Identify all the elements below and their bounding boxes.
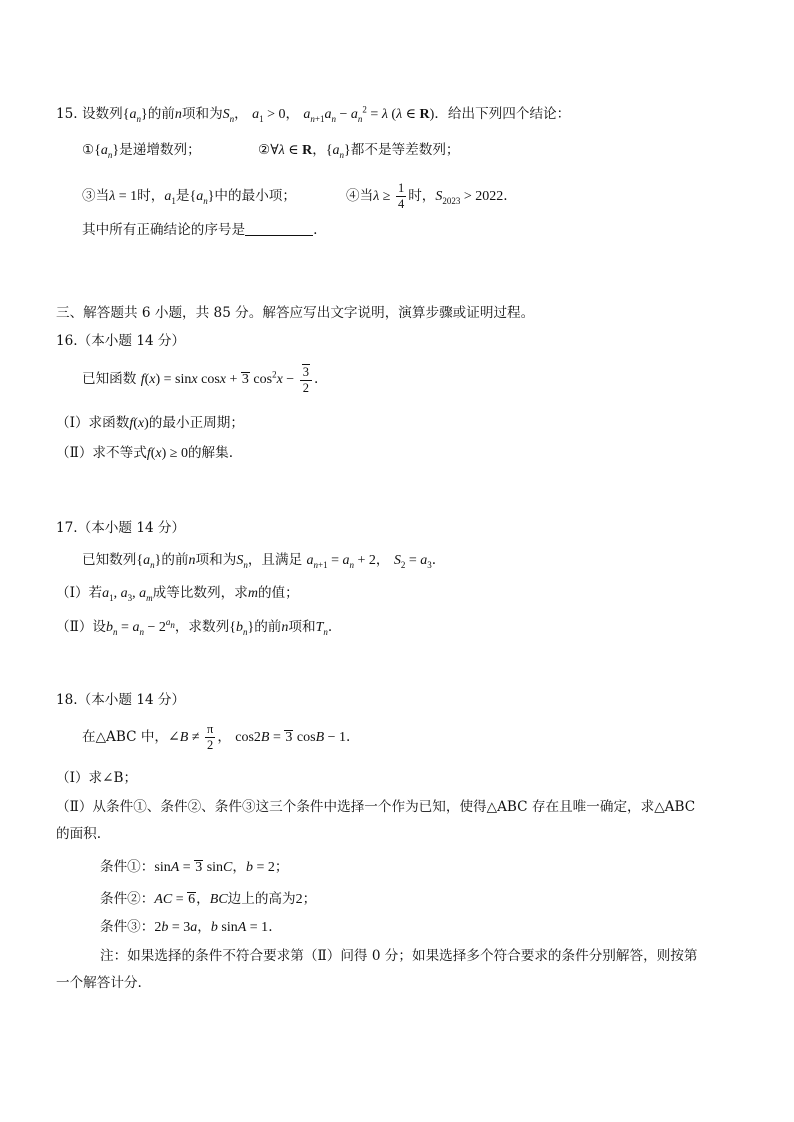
q15-line1: 15. 设数列$\{a_n\}$的前n项和为$S_n$， $a_1 > 0$， $a_{n+1}a_n - a_n^2 = \lambda$ (λ ∈ R)．给出下列四个结论： bbox=[56, 104, 571, 124]
q16-known: 已知函数 bbox=[82, 371, 137, 387]
q15-c3-text-a: 时， bbox=[137, 188, 165, 204]
q17-p1-text-b: 的值； bbox=[257, 585, 299, 601]
q17-p2-label: （Ⅱ）设 bbox=[56, 619, 107, 635]
q18-cond2-label: 条件②： bbox=[100, 891, 155, 907]
q18-condition-2: 条件②：AC = 6，BC边上的高为2； bbox=[100, 891, 317, 907]
q15-number: 15. bbox=[56, 106, 78, 122]
q16-p1-text: 的最小正周期； bbox=[148, 415, 244, 431]
q15-c2-label: ② bbox=[258, 142, 271, 158]
q15-c1-label: ① bbox=[82, 142, 95, 158]
q15-c1-text: 是递增数列； bbox=[119, 142, 201, 158]
q17-part1: （Ⅰ）若$a_1$, $a_3$, $a_m$成等比数列，求m的值； bbox=[56, 585, 299, 603]
q18-cond1-label: 条件①： bbox=[100, 859, 155, 875]
q16-p2-label: （Ⅱ）求不等式 bbox=[56, 445, 147, 461]
q15-answer-blank[interactable] bbox=[245, 221, 313, 236]
q15-c3-label: ③当 bbox=[82, 188, 110, 204]
q18-cond3-label: 条件③： bbox=[100, 919, 155, 935]
q17-header: 17.（本小题 14 分） bbox=[56, 520, 186, 536]
q18-condition-1: 条件①：sinA = 3 sinC，b = 2； bbox=[100, 859, 289, 875]
q15-intro-b: 的前 bbox=[147, 106, 175, 122]
q17-known-b: 的前 bbox=[161, 552, 189, 568]
q18-header: 18.（本小题 14 分） bbox=[56, 692, 186, 708]
q15-conclusion-3: ③当λ = 1时，$a_1$是$\{a_n\}$中的最小项； bbox=[82, 188, 296, 206]
q18-known: 在△ABC 中，∠B ≠ $\frac{\pi}{2}$ ， cos2B = 3 cosB − 1. bbox=[82, 722, 351, 752]
q17-p1-text-a: 成等比数列，求 bbox=[152, 585, 248, 601]
q15-c4-label: ④当 bbox=[346, 188, 374, 204]
q18-known-text: 在△ABC 中， bbox=[82, 729, 169, 745]
q15-prompt: 其中所有正确结论的序号是 . bbox=[82, 222, 318, 238]
q16-p1-label: （Ⅰ）求函数 bbox=[56, 415, 130, 431]
q15-c3-text-b: 是 bbox=[175, 188, 190, 204]
q17-p2-text-b: 的前 bbox=[254, 619, 282, 635]
q18-part2-line2: 的面积. bbox=[56, 826, 102, 842]
q15-prompt-text: 其中所有正确结论的序号是 bbox=[82, 222, 246, 238]
q18-part1: （Ⅰ）求∠B； bbox=[56, 770, 138, 786]
q18-note-line1: 注：如果选择的条件不符合要求第（Ⅱ）问得 0 分；如果选择多个符合要求的条件分别解答，则按第 bbox=[100, 948, 698, 964]
q17-p2-text-a: ，求数列 bbox=[174, 619, 230, 635]
q17-known-d: ，且满足 bbox=[247, 552, 303, 568]
q15-intro-a: 设数列 bbox=[81, 106, 123, 122]
q15-c3-text-c: 中的最小项； bbox=[214, 188, 296, 204]
q15-c4-text: 时， bbox=[408, 188, 436, 204]
q17-p2-text-c: 项和 bbox=[288, 619, 316, 635]
q17-part2: （Ⅱ）设$b_n = a_n - 2^{a_n}$，求数列$\{b_n\}$的前n项和$T_n$. bbox=[56, 617, 333, 637]
section3-heading: 三、解答题共 6 小题，共 85 分。解答应写出文字说明，演算步骤或证明过程。 bbox=[56, 305, 535, 321]
q17-known-a: 已知数列 bbox=[82, 552, 137, 568]
q15-intro-d: ．给出下列四个结论： bbox=[434, 106, 571, 122]
q17-known: 已知数列$\{a_n\}$的前n项和为$S_n$，且满足 $a_{n+1} = a_n + 2$， $S_2 = a_3$. bbox=[82, 552, 437, 570]
q16-header: 16.（本小题 14 分） bbox=[56, 333, 186, 349]
q18-part2-line1: （Ⅱ）从条件①、条件②、条件③这三个条件中选择一个作为已知，使得△ABC 存在且唯一确定，求△ABC bbox=[56, 799, 696, 815]
q18-note-line2: 一个解答计分. bbox=[56, 975, 142, 991]
q15-conclusion-1: $①\{a_n\}$是递增数列； bbox=[82, 142, 201, 160]
q16-function: 已知函数 f(x) = sinx cosx + 3 $\cos^2x$ − $\frac{3}{2}$ . bbox=[82, 364, 319, 395]
q18-cond2-text: 边上的高为 bbox=[227, 891, 296, 907]
q15-intro-c: 项和为 bbox=[181, 106, 223, 122]
q17-p1-label: （Ⅰ）若 bbox=[56, 585, 103, 601]
q16-part2: （Ⅱ）求不等式f(x) ≥ 0的解集. bbox=[56, 445, 234, 461]
q16-p2-text: 的解集. bbox=[187, 445, 234, 461]
q17-known-c: 项和为 bbox=[195, 552, 237, 568]
q16-part1: （Ⅰ）求函数f(x)的最小正周期； bbox=[56, 415, 244, 431]
q15-c2-text: 都不是等差数列； bbox=[350, 142, 460, 158]
q15-conclusion-4: ④当λ ≥ $\frac{1}{4}$ 时，$S_{2023} > 2022$. bbox=[346, 181, 508, 211]
q15-conclusion-2: ②∀λ ∈ R，$\{a_n\}$都不是等差数列； bbox=[258, 142, 460, 160]
q18-condition-3: 条件③：2b = 3a，b sinA = 1. bbox=[100, 919, 273, 935]
